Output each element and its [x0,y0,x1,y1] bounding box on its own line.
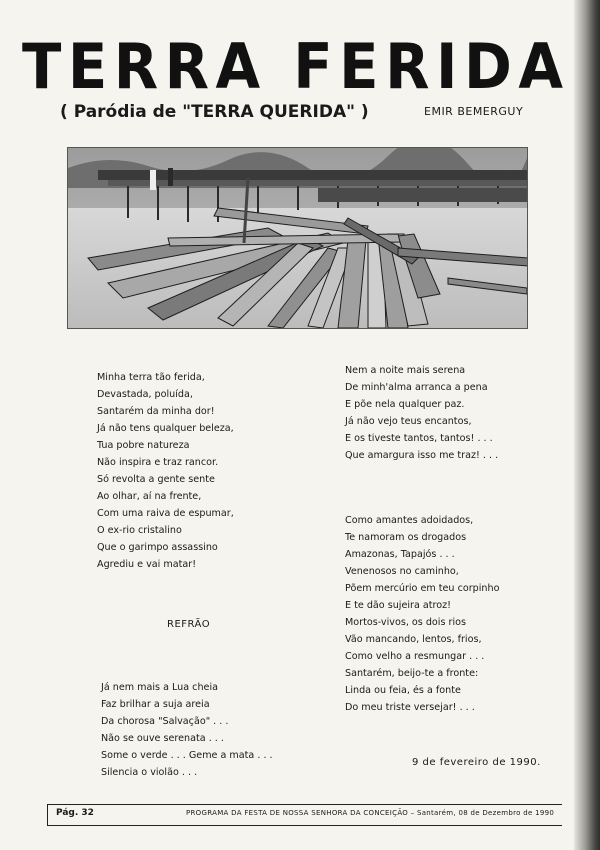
poem-line: Santarém da minha dor! [97,406,215,417]
poem-stanza-right-2 [345,512,499,716]
poem-line: Com uma raiva de espumar, [97,508,234,519]
footer-rule [47,804,48,826]
poem-line: Não inspira e traz rancor. [97,457,219,468]
poem-line: Agrediu e vai matar! [97,559,197,570]
poem-line: Como amantes adoidados, [345,515,474,526]
poem-line: Silencia o violão . . . [101,767,198,778]
footer-rule [47,825,562,826]
poem-line: De minh'alma arranca a pena [345,382,488,393]
footer-rule [47,804,562,805]
poem-refrain [101,679,273,781]
subtitle: ( Paródia de "TERRA QUERIDA" ) [60,102,369,122]
poem-line: Devastada, poluída, [97,389,193,400]
poem-line: Vão mancando, lentos, frios, [345,634,482,645]
lumber-yard-photo-icon [68,148,527,328]
page-title: TERRA FERIDA [22,30,570,103]
poem-line: Que amargura isso me traz! . . . [345,450,499,461]
poem-line: Nem a noite mais serena [345,365,466,376]
lumber-yard-photo [67,147,528,329]
poem-line: Some o verde . . . Geme a mata . . . [101,750,273,761]
poem-line: E te dão sujeira atroz! [345,600,452,611]
poem-line: Já nem mais a Lua cheia [101,682,218,693]
poem-line: Do meu triste versejar! . . . [345,702,475,713]
footer-text: PROGRAMA DA FESTA DE NOSSA SENHORA DA CONCEIÇÃO – Santarém, 08 de Dezembro de 1990 [186,809,555,817]
poem-line: Que o garimpo assassino [97,542,218,553]
poem-stanza-left [97,369,234,573]
poem-line: Como velho a resmungar . . . [345,651,485,662]
poem-date: 9 de fevereiro de 1990. [412,757,541,768]
poem-line: Linda ou feia, és a fonte [345,685,461,696]
poem-line: Amazonas, Tapajós . . . [345,549,455,560]
poem-line: Põem mercúrio em teu corpinho [345,583,500,594]
poem-line: Minha terra tão ferida, [97,372,205,383]
author-name: EMIR BEMERGUY [424,105,524,118]
poem-line: Venenosos no caminho, [345,566,459,577]
poem-line: E põe nela qualquer paz. [345,399,465,410]
poem-line: Tua pobre natureza [97,440,190,451]
poem-line: Já não tens qualquer beleza, [97,423,234,434]
poem-line: Te namoram os drogados [345,532,467,543]
page-edge-shadow [574,0,600,850]
poem-line: Santarém, beijo-te a fronte: [345,668,479,679]
poem-line: Não se ouve serenata . . . [101,733,224,744]
poem-line: Faz brilhar a suja areia [101,699,210,710]
poem-line: O ex-rio cristalino [97,525,182,536]
poem-line: Mortos-vivos, os dois rios [345,617,466,628]
poem-line: Já não vejo teus encantos, [345,416,472,427]
poem-line: E os tiveste tantos, tantos! . . . [345,433,493,444]
poem-line: Ao olhar, aí na frente, [97,491,202,502]
poem-line: Só revolta a gente sente [97,474,215,485]
poem-line: Da chorosa "Salvação" . . . [101,716,229,727]
poem-stanza-right-1 [345,362,498,464]
refrain-heading: REFRÃO [167,619,211,630]
page-number: Pág. 32 [56,808,94,818]
